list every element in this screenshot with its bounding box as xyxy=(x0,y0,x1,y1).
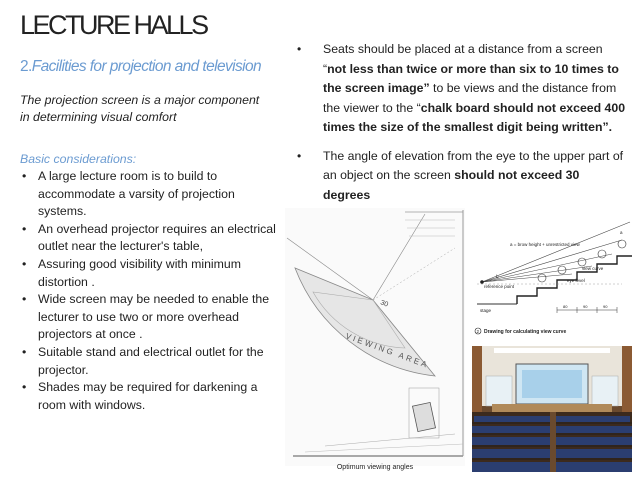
view-eq-label: a = brow height + unrestricted view xyxy=(510,242,580,247)
figure-number: 2 xyxy=(476,329,480,334)
text-run: The angle of elevation from the eye to the upper part of an object on the screen xyxy=(323,148,624,182)
viewing-angles-diagram xyxy=(285,208,465,466)
dim-label: 90 xyxy=(603,304,608,309)
text-run: Seats should be placed at a distance from a screen “ xyxy=(323,42,603,76)
list-item xyxy=(297,40,627,138)
angle-label: 30 xyxy=(379,299,390,309)
text-run-bold: not less than twice or more than six to 10 times to the screen image” xyxy=(323,61,619,95)
intro-line: in determining visual comfort xyxy=(20,110,177,124)
intro-line: The projection screen is a major component xyxy=(20,93,260,107)
view-curve-caption: Drawing for calculating view curve xyxy=(484,329,567,335)
list-item: • An overhead projector requires an electrical outlet near the lecturer's table, xyxy=(20,221,282,256)
subtitle-text: Facilities for projection and television xyxy=(31,58,262,75)
label-a: a xyxy=(620,230,623,235)
guidelines-list xyxy=(297,40,627,214)
reference-point-label: reference point xyxy=(484,284,515,289)
label-b: b xyxy=(496,274,499,279)
stage-label: stage xyxy=(480,308,492,313)
list-item: • Shades may be required for darkening a room with windows. xyxy=(20,379,282,414)
intro-text xyxy=(20,92,280,126)
considerations-list xyxy=(20,168,282,414)
text-run-bold: should not exceed 30 degrees xyxy=(323,168,580,202)
text-run-bold: chalk board should not exceed 400 times the size of the smallest digit being written”. xyxy=(323,100,626,134)
dim-label: 90 xyxy=(583,304,588,309)
list-item: • Assuring good visibility with minimum distortion . xyxy=(20,256,282,291)
view-curve-label: view curve xyxy=(582,266,604,271)
eye-level-label: eye level xyxy=(567,278,585,283)
viewing-area-label: VIEWING AREA xyxy=(344,331,431,371)
section-subtitle xyxy=(20,58,261,76)
list-item xyxy=(297,147,627,206)
list-item: • A large lecture room is to build to accommodate a varsity of projection systems. xyxy=(20,168,282,221)
text-run: to be views and the distance from the viewer to the “ xyxy=(323,81,617,115)
list-item: • Wide screen may be needed to enable the lecturer to use two or more overhead projectors at once . xyxy=(20,291,282,344)
dim-label: 80 xyxy=(563,304,568,309)
list-item: • Suitable stand and electrical outlet for the projector. xyxy=(20,344,282,379)
slide-title: LECTURE HALLS xyxy=(20,10,207,40)
lecture-hall-photo xyxy=(472,346,632,472)
subtitle-number: 2. xyxy=(20,58,32,75)
diagram-caption: Optimum viewing angles xyxy=(336,464,414,471)
view-curve-diagram xyxy=(472,220,632,344)
basic-considerations-heading: Basic considerations: xyxy=(20,152,137,166)
